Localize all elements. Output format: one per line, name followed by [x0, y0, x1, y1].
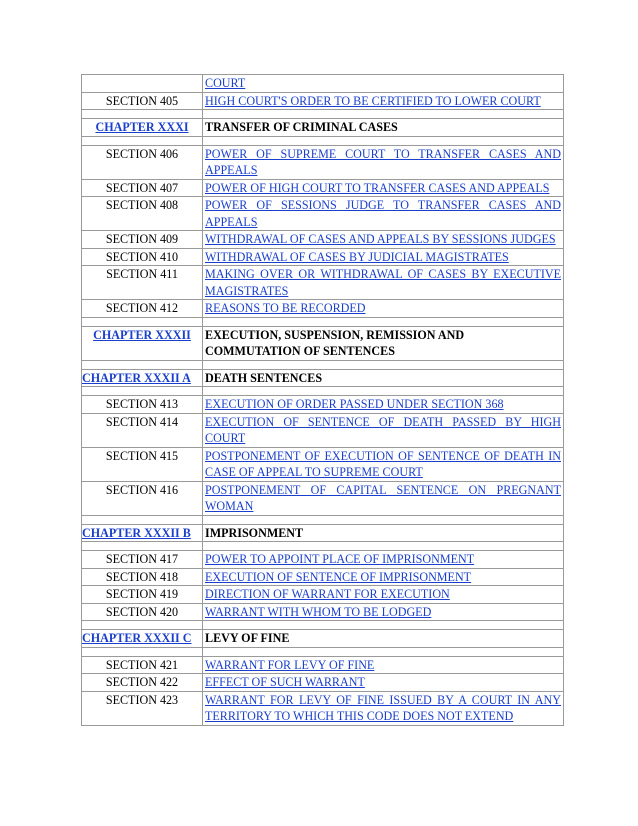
section-row	[82, 691, 564, 725]
chapter-link[interactable]: CHAPTER XXXII C	[82, 630, 203, 648]
chapter-row	[82, 524, 564, 542]
toc-body	[82, 75, 564, 726]
spacer-row	[82, 621, 564, 630]
section-row	[82, 248, 564, 266]
chapter-title: LEVY OF FINE	[203, 630, 564, 648]
section-number: SECTION 407	[82, 179, 203, 197]
section-number: SECTION 412	[82, 300, 203, 318]
section-row	[82, 568, 564, 586]
section-link[interactable]: POWER OF HIGH COURT TO TRANSFER CASES AND APPEALS	[203, 179, 564, 197]
chapter-link[interactable]: CHAPTER XXXII	[82, 326, 203, 360]
section-number: SECTION 410	[82, 248, 203, 266]
spacer-cell	[203, 387, 564, 396]
spacer-row	[82, 515, 564, 524]
spacer-row	[82, 387, 564, 396]
section-row	[82, 266, 564, 300]
section-number: SECTION 419	[82, 586, 203, 604]
spacer-cell	[82, 110, 203, 119]
section-link[interactable]: MAKING OVER OR WITHDRAWAL OF CASES BY EXECUTIVE MAGISTRATES	[203, 266, 564, 300]
section-row	[82, 92, 564, 110]
spacer-row	[82, 110, 564, 119]
table-of-contents	[81, 74, 564, 726]
section-row	[82, 396, 564, 414]
section-link[interactable]: WARRANT FOR LEVY OF FINE	[203, 656, 564, 674]
spacer-cell	[203, 515, 564, 524]
section-link[interactable]: POSTPONEMENT OF CAPITAL SENTENCE ON PREGNANT WOMAN	[203, 481, 564, 515]
chapter-row	[82, 630, 564, 648]
section-link[interactable]: WITHDRAWAL OF CASES AND APPEALS BY SESSIONS JUDGES	[203, 231, 564, 249]
section-number: SECTION 423	[82, 691, 203, 725]
spacer-row	[82, 647, 564, 656]
section-number: SECTION 406	[82, 145, 203, 179]
spacer-cell	[82, 515, 203, 524]
section-row	[82, 197, 564, 231]
section-number: SECTION 417	[82, 551, 203, 569]
spacer-cell	[82, 387, 203, 396]
section-number: SECTION 413	[82, 396, 203, 414]
section-number: SECTION 414	[82, 413, 203, 447]
spacer-cell	[203, 647, 564, 656]
section-link[interactable]: WARRANT FOR LEVY OF FINE ISSUED BY A COURT IN ANY TERRITORY TO WHICH THIS CODE DOES NOT EXTEND	[203, 691, 564, 725]
spacer-row	[82, 136, 564, 145]
section-row	[82, 179, 564, 197]
chapter-title: EXECUTION, SUSPENSION, REMISSION AND COMMUTATION OF SENTENCES	[203, 326, 564, 360]
spacer-cell	[82, 136, 203, 145]
section-number: SECTION 409	[82, 231, 203, 249]
section-link[interactable]: POWER OF SESSIONS JUDGE TO TRANSFER CASES AND APPEALS	[203, 197, 564, 231]
spacer-cell	[203, 621, 564, 630]
section-link[interactable]: EXECUTION OF SENTENCE OF IMPRISONMENT	[203, 568, 564, 586]
section-row	[82, 413, 564, 447]
chapter-link[interactable]: CHAPTER XXXII A	[82, 369, 203, 387]
chapter-row	[82, 369, 564, 387]
section-link[interactable]: EXECUTION OF SENTENCE OF DEATH PASSED BY HIGH COURT	[203, 413, 564, 447]
section-link[interactable]: EXECUTION OF ORDER PASSED UNDER SECTION 368	[203, 396, 564, 414]
section-row	[82, 75, 564, 93]
section-number: SECTION 415	[82, 447, 203, 481]
section-number: SECTION 405	[82, 92, 203, 110]
section-row	[82, 231, 564, 249]
spacer-cell	[203, 110, 564, 119]
section-number	[82, 75, 203, 93]
spacer-cell	[203, 542, 564, 551]
section-row	[82, 586, 564, 604]
section-number: SECTION 420	[82, 603, 203, 621]
spacer-cell	[82, 317, 203, 326]
spacer-cell	[203, 136, 564, 145]
section-link[interactable]: WARRANT WITH WHOM TO BE LODGED	[203, 603, 564, 621]
chapter-title: IMPRISONMENT	[203, 524, 564, 542]
section-link[interactable]: POWER TO APPOINT PLACE OF IMPRISONMENT	[203, 551, 564, 569]
section-link[interactable]: EFFECT OF SUCH WARRANT	[203, 674, 564, 692]
section-number: SECTION 408	[82, 197, 203, 231]
section-number: SECTION 418	[82, 568, 203, 586]
section-row	[82, 674, 564, 692]
spacer-cell	[203, 317, 564, 326]
chapter-title: TRANSFER OF CRIMINAL CASES	[203, 119, 564, 137]
section-number: SECTION 422	[82, 674, 203, 692]
spacer-cell	[82, 360, 203, 369]
chapter-title: DEATH SENTENCES	[203, 369, 564, 387]
spacer-cell	[82, 621, 203, 630]
section-row	[82, 603, 564, 621]
section-row	[82, 300, 564, 318]
section-number: SECTION 411	[82, 266, 203, 300]
spacer-cell	[82, 542, 203, 551]
spacer-cell	[82, 647, 203, 656]
section-row	[82, 145, 564, 179]
section-link[interactable]: POWER OF SUPREME COURT TO TRANSFER CASES AND APPEALS	[203, 145, 564, 179]
section-row	[82, 551, 564, 569]
section-row	[82, 447, 564, 481]
section-link[interactable]: POSTPONEMENT OF EXECUTION OF SENTENCE OF DEATH IN CASE OF APPEAL TO SUPREME COURT	[203, 447, 564, 481]
section-link[interactable]: DIRECTION OF WARRANT FOR EXECUTION	[203, 586, 564, 604]
section-link[interactable]: COURT	[203, 75, 564, 93]
section-row	[82, 656, 564, 674]
section-link[interactable]: HIGH COURT'S ORDER TO BE CERTIFIED TO LOWER COURT	[203, 92, 564, 110]
chapter-link[interactable]: CHAPTER XXXII B	[82, 524, 203, 542]
chapter-link[interactable]: CHAPTER XXXI	[82, 119, 203, 137]
spacer-row	[82, 360, 564, 369]
section-row	[82, 481, 564, 515]
section-link[interactable]: REASONS TO BE RECORDED	[203, 300, 564, 318]
spacer-row	[82, 317, 564, 326]
section-number: SECTION 416	[82, 481, 203, 515]
chapter-row	[82, 119, 564, 137]
chapter-row	[82, 326, 564, 360]
spacer-cell	[203, 360, 564, 369]
section-number: SECTION 421	[82, 656, 203, 674]
spacer-row	[82, 542, 564, 551]
section-link[interactable]: WITHDRAWAL OF CASES BY JUDICIAL MAGISTRATES	[203, 248, 564, 266]
